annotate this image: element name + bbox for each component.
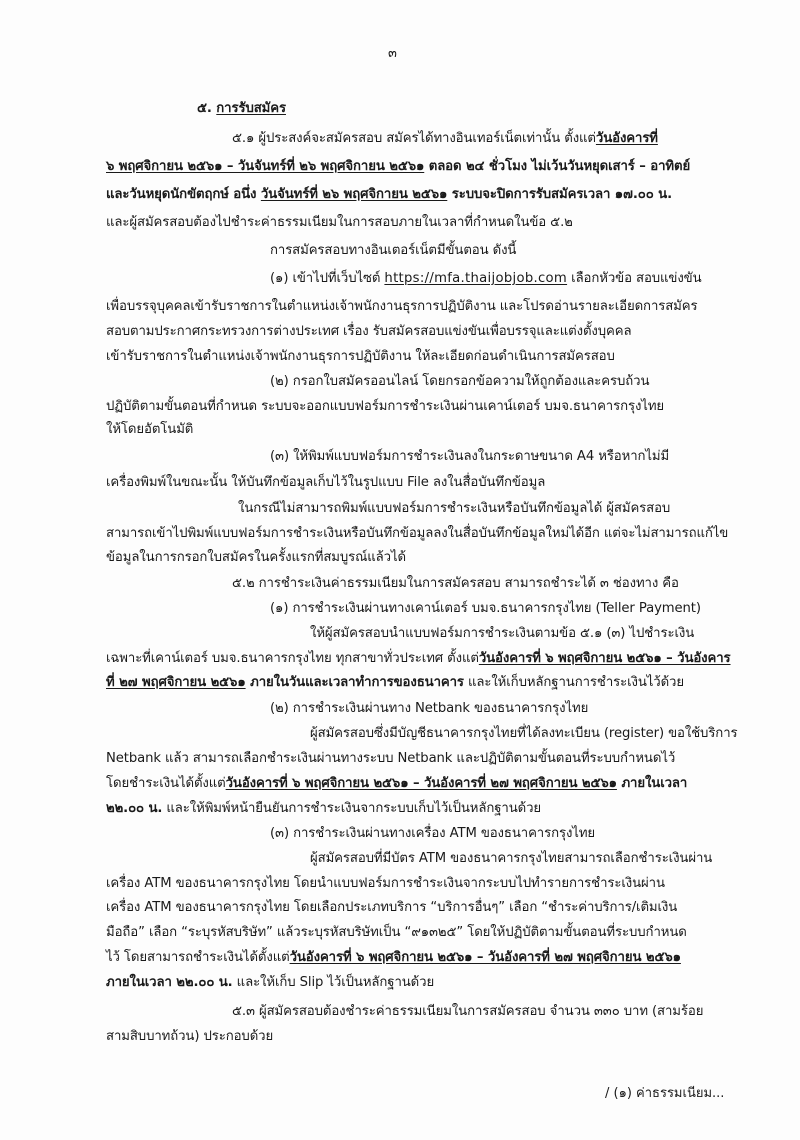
step-1-line-4 <box>106 348 615 366</box>
text: ภายในเวลา <box>616 776 688 791</box>
text: ข้อมูลในการกรอกใบสมัครในครั้งแรกที่สมบูรณ์แล้วได้ <box>106 550 406 565</box>
text: ปฏิบัติตามขั้นตอนที่กำหนด ระบบจะออกแบบฟอร์มการชำระเงินผ่านเคาน์เตอร์ บมจ.ธนาคารกรุงไทย <box>106 399 665 414</box>
text: ให้ผู้สมัครสอบนำแบบฟอร์มการชำระเงินตามข้อ ๕.๑ (๓) ไปชำระเงิน <box>310 626 695 641</box>
step-3-line-2 <box>106 474 545 492</box>
text: ให้โดยอัตโนมัติ <box>106 422 194 437</box>
step-3-line-5 <box>106 549 406 567</box>
paragraph-5-1-line-1 <box>232 130 658 148</box>
payment-1-line-4 <box>106 674 684 692</box>
payment-2-line-2 <box>310 725 737 743</box>
payment-2-line-3 <box>106 750 675 768</box>
step-1-line-1 <box>270 270 702 288</box>
website-link[interactable]: https://mfa.thaijobjob.com <box>384 271 568 286</box>
step-1-line-3 <box>106 323 631 341</box>
text: Netbank แล้ว สามารถเลือกชำระเงินผ่านทางระบบ Netbank และปฏิบัติตามขั้นตอนที่ระบบกำหนดไว้ <box>106 751 676 766</box>
text: เครื่องพิมพ์ในขณะนั้น ให้บันทึกข้อมูลเก็บไว้ในรูปแบบ File ลงในสื่อบันทึกข้อมูล <box>106 475 546 490</box>
text: ๕.๑ ผู้ประสงค์จะสมัครสอบ สมัครได้ทางอินเทอร์เน็ตเท่านั้น ตั้งแต่ <box>232 131 596 146</box>
payment-1-line-3 <box>106 650 731 668</box>
payment-1-line-1 <box>270 600 701 618</box>
text: และให้เก็บหลักฐานการชำระเงินไว้ด้วย <box>463 675 684 690</box>
text: การสมัครสอบทางอินเตอร์เน็ตมีขั้นตอน ดังนี้ <box>270 243 517 258</box>
payment-2-line-5 <box>106 800 541 818</box>
text: (๒) การชำระเงินผ่านทาง Netbank ของธนาคารกรุงไทย <box>270 701 589 716</box>
section-title: การรับสมัคร <box>216 101 286 116</box>
date-range-text: วันอังคารที่ ๖ พฤศจิกายน ๒๕๖๑ – วันอังคารที่ ๒๗ พฤศจิกายน ๒๕๖๑ <box>289 950 681 965</box>
text: และให้เก็บ Slip ไว้เป็นหลักฐานด้วย <box>232 975 435 990</box>
text: โดยชำระเงินได้ตั้งแต่ <box>106 776 226 791</box>
payment-3-line-2 <box>310 850 712 868</box>
payment-3-line-4 <box>106 899 677 917</box>
payment-3-line-1 <box>270 825 595 843</box>
section-heading <box>197 100 286 118</box>
text: เพื่อบรรจุบุคคลเข้ารับราชการในตำแหน่งเจ้าพนักงานธุรการปฏิบัติงาน และโปรดอ่านรายละเอียดการสมัคร <box>106 299 698 314</box>
continuation-footer: / (๑) ค่าธรรมเนียม... <box>605 1086 725 1101</box>
payment-2-line-4 <box>106 775 687 793</box>
date-start-text: วันอังคารที่ <box>595 131 658 146</box>
text: และให้พิมพ์หน้ายืนยันการชำระเงินจากระบบเก็บไว้เป็นหลักฐานด้วย <box>162 801 542 816</box>
text: เฉพาะที่เคาน์เตอร์ บมจ.ธนาคารกรุงไทย ทุกสาขาทั่วประเทศ ตั้งแต่ <box>106 651 479 666</box>
paragraph-5-3-line-2 <box>106 1028 273 1046</box>
step-3-line-4 <box>106 525 728 543</box>
text: (๓) ให้พิมพ์แบบฟอร์มการชำระเงินลงในกระดาษขนาด A4 หรือหากไม่มี <box>270 449 670 464</box>
step-3-line-1 <box>270 448 669 466</box>
text: สอบตามประกาศกระทรวงการต่างประเทศ เรื่อง รับสมัครสอบแข่งขันเพื่อบรรจุและแต่งตั้งบุคคล <box>106 324 632 339</box>
text: เลือกหัวข้อ สอบแข่งขัน <box>567 271 702 286</box>
paragraph-5-1-line-3 <box>106 186 672 204</box>
text: เครื่อง ATM ของธนาคารกรุงไทย โดยนำแบบฟอร์มการชำระเงินจากระบบไปทำรายการชำระเงินผ่าน <box>106 876 665 891</box>
step-2-line-2 <box>106 398 664 416</box>
step-3-line-3 <box>238 500 670 518</box>
text: (๑) เข้าไปที่เว็บไซต์ <box>270 271 385 286</box>
text: ในกรณีไม่สามารถพิมพ์แบบฟอร์มการชำระเงินหรือบันทึกข้อมูลได้ ผู้สมัครสอบ <box>238 501 671 516</box>
text: ผู้สมัครสอบซึ่งมีบัญชีธนาคารกรุงไทยที่ได้ลงทะเบียน (register) ขอใช้บริการ <box>310 726 738 741</box>
payment-1-line-2 <box>310 625 694 643</box>
paragraph-5-1-line-2 <box>106 158 690 176</box>
date-range-text: วันอังคารที่ ๖ พฤศจิกายน ๒๕๖๑ – วันอังคารที่ ๒๗ พฤศจิกายน ๒๕๖๑ <box>225 776 617 791</box>
text: สามสิบบาทถ้วน) ประกอบด้วย <box>106 1029 274 1044</box>
text: (๑) การชำระเงินผ่านทางเคาน์เตอร์ บมจ.ธนาคารกรุงไทย (Teller Payment) <box>270 601 701 616</box>
text: (๒) กรอกใบสมัครออนไลน์ โดยกรอกข้อความให้ถูกต้องและครบถ้วน <box>270 374 650 389</box>
text: ผู้สมัครสอบที่มีบัตร ATM ของธนาคารกรุงไทยสามารถเลือกชำระเงินผ่าน <box>310 851 713 866</box>
text: และวันหยุดนักขัตฤกษ์ อนึ่ง <box>106 187 261 202</box>
payment-2-line-1 <box>270 700 588 718</box>
payment-3-line-6 <box>106 949 681 967</box>
date-range-text: ๖ พฤศจิกายน ๒๕๖๑ – วันจันทร์ที่ ๒๖ พฤศจิกายน ๒๕๖๑ <box>106 159 425 174</box>
text: เข้ารับราชการในตำแหน่งเจ้าพนักงานธุรการปฏิบัติงาน ให้ละเอียดก่อนดำเนินการสมัครสอบ <box>106 349 615 364</box>
text: และผู้สมัครสอบต้องไปชำระค่าธรรมเนียมในการสอบภายในเวลาที่กำหนดในข้อ ๕.๒ <box>106 215 573 230</box>
paragraph-5-3-line-1 <box>232 1003 703 1021</box>
bank-hours-text: ภายในวันและเวลาทำการของธนาคาร <box>245 675 464 690</box>
text: สามารถเข้าไปพิมพ์แบบฟอร์มการชำระเงินหรือบันทึกข้อมูลลงในสื่อบันทึกข้อมูลใหม่ได้อีก แต่จะไม่สามารถแก้ไข <box>106 526 729 541</box>
text: ๕.๒ การชำระเงินค่าธรรมเนียมในการสมัครสอบ สามารถชำระได้ ๓ ช่องทาง คือ <box>232 576 679 591</box>
date-range-text: วันอังคารที่ ๖ พฤศจิกายน ๒๕๖๑ – วันอังคาร <box>478 651 731 666</box>
text: ตลอด ๒๔ ชั่วโมง ไม่เว้นวันหยุดเสาร์ – อาทิตย์ <box>424 159 691 174</box>
page-number: ๓ <box>388 46 397 61</box>
text: มือถือ” เลือก “ระบุรหัสบริษัท” แล้วระบุรหัสบริษัทเป็น “๙๑๓๒๕” โดยให้ปฏิบัติตามขั้นตอนที่ระบบกำหนด <box>106 925 687 940</box>
close-date-text: วันจันทร์ที่ ๒๖ พฤศจิกายน ๒๕๖๑ <box>260 187 448 202</box>
text: เครื่อง ATM ของธนาคารกรุงไทย โดยเลือกประเภทบริการ “บริการอื่นๆ” เลือก “ชำระค่าบริการ/เติมเงิน <box>106 900 678 915</box>
payment-3-line-5 <box>106 924 687 942</box>
payment-3-line-7 <box>106 974 434 992</box>
step-2-line-1 <box>270 373 649 391</box>
text: ๕.๓ ผู้สมัครสอบต้องชำระค่าธรรมเนียมในการสมัครสอบ จำนวน ๓๓๐ บาท (สามร้อย <box>232 1004 704 1019</box>
time-text: ๒๒.๐๐ น. <box>106 801 163 816</box>
payment-3-line-3 <box>106 875 665 893</box>
section-number: ๕. <box>197 101 212 116</box>
text: ไว้ โดยสามารถชำระเงินได้ตั้งแต่ <box>106 950 290 965</box>
step-1-line-2 <box>106 298 697 316</box>
text: (๓) การชำระเงินผ่านทางเครื่อง ATM ของธนาคารกรุงไทย <box>270 826 596 841</box>
date-end-text: ที่ ๒๗ พฤศจิกายน ๒๕๖๑ <box>106 675 246 690</box>
paragraph-5-1-line-4 <box>106 214 573 232</box>
close-time-text: ระบบจะปิดการรับสมัครเวลา ๑๗.๐๐ น. <box>447 187 673 202</box>
paragraph-5-1-line-5 <box>270 242 516 260</box>
time-text: ภายในเวลา ๒๒.๐๐ น. <box>106 975 233 990</box>
step-2-line-3 <box>106 421 193 439</box>
paragraph-5-2-line-1 <box>232 575 679 593</box>
